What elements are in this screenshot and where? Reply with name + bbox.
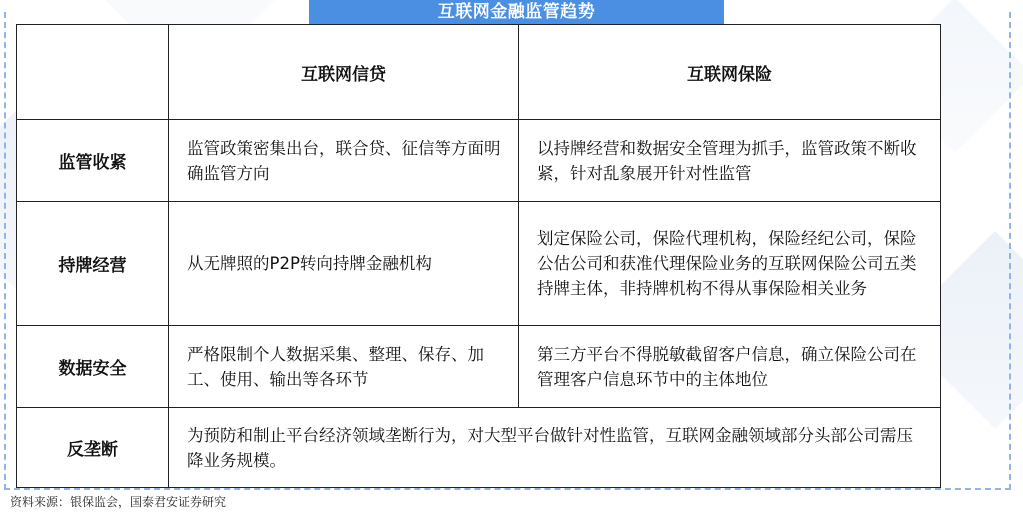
- loan-cell: 监管政策密集出台，联合贷、征信等方面明确监管方向: [169, 120, 519, 202]
- loan-cell: 从无牌照的P2P转向持牌金融机构: [169, 202, 519, 326]
- regulation-table: [16, 24, 941, 488]
- row-label: 数据安全: [17, 326, 169, 408]
- header-cell-internet-insurance: 互联网保险: [519, 25, 941, 120]
- table-row: [17, 202, 941, 326]
- loan-cell: 严格限制个人数据采集、整理、保存、加工、使用、输出等各环节: [169, 326, 519, 408]
- table-row: [17, 326, 941, 408]
- table-header-row: [17, 25, 941, 120]
- table-row: [17, 120, 941, 202]
- regulation-table-container: [16, 24, 940, 487]
- row-label: 持牌经营: [17, 202, 169, 326]
- row-label: 监管收紧: [17, 120, 169, 202]
- insurance-cell: 第三方平台不得脱敏截留客户信息，确立保险公司在管理客户信息环节中的主体地位: [519, 326, 941, 408]
- merged-cell: 为预防和制止平台经济领域垄断行为，对大型平台做针对性监管，互联网金融领域部分头部公司需压降业务规模。: [169, 408, 941, 488]
- insurance-cell: 以持牌经营和数据安全管理为抓手，监管政策不断收紧，针对乱象展开针对性监管: [519, 120, 941, 202]
- page-title: 互联网金融监管趋势: [309, 0, 724, 24]
- table-row: [17, 408, 941, 488]
- row-label: 反垄断: [17, 408, 169, 488]
- header-cell-internet-loan: 互联网信贷: [169, 25, 519, 120]
- insurance-cell: 划定保险公司，保险代理机构，保险经纪公司，保险公估公司和获准代理保险业务的互联网保险公司五类持牌主体，非持牌机构不得从事保险相关业务: [519, 202, 941, 326]
- source-note: 资料来源：银保监会，国泰君安证券研究: [10, 495, 227, 509]
- header-cell-corner: [17, 25, 169, 120]
